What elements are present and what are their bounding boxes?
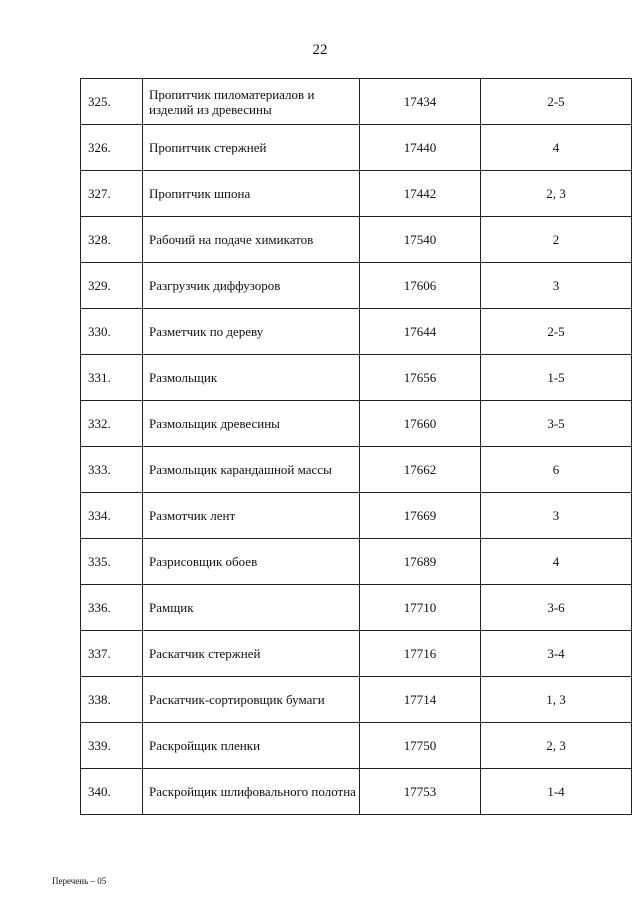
row-number: 335. <box>81 539 143 585</box>
row-number: 331. <box>81 355 143 401</box>
table-row <box>81 401 632 447</box>
profession-name: Размольщик древесины <box>143 401 360 447</box>
grade-range: 4 <box>481 125 632 171</box>
profession-code: 17689 <box>360 539 481 585</box>
profession-code: 17540 <box>360 217 481 263</box>
profession-code: 17656 <box>360 355 481 401</box>
profession-name: Раскройщик пленки <box>143 723 360 769</box>
table-row <box>81 585 632 631</box>
row-number: 325. <box>81 79 143 125</box>
table-row <box>81 723 632 769</box>
profession-code: 17660 <box>360 401 481 447</box>
row-number: 336. <box>81 585 143 631</box>
table-row <box>81 263 632 309</box>
profession-code: 17714 <box>360 677 481 723</box>
table-row <box>81 309 632 355</box>
table-row <box>81 631 632 677</box>
table-row <box>81 125 632 171</box>
profession-code: 17753 <box>360 769 481 815</box>
profession-name: Пропитчик пиломатериалов и изделий из древесины <box>143 79 360 125</box>
profession-name: Размольщик карандашной массы <box>143 447 360 493</box>
row-number: 333. <box>81 447 143 493</box>
table-row <box>81 355 632 401</box>
profession-name: Рабочий на подаче химикатов <box>143 217 360 263</box>
profession-code: 17710 <box>360 585 481 631</box>
row-number: 327. <box>81 171 143 217</box>
profession-name: Размольщик <box>143 355 360 401</box>
table-row <box>81 171 632 217</box>
profession-code: 17606 <box>360 263 481 309</box>
row-number: 337. <box>81 631 143 677</box>
row-number: 338. <box>81 677 143 723</box>
row-number: 328. <box>81 217 143 263</box>
profession-name: Раскройщик шлифовального полотна <box>143 769 360 815</box>
grade-range: 3-6 <box>481 585 632 631</box>
profession-name: Рамщик <box>143 585 360 631</box>
profession-code: 17644 <box>360 309 481 355</box>
row-number: 329. <box>81 263 143 309</box>
profession-code: 17750 <box>360 723 481 769</box>
profession-name: Размотчик лент <box>143 493 360 539</box>
profession-name: Пропитчик шпона <box>143 171 360 217</box>
row-number: 330. <box>81 309 143 355</box>
row-number: 339. <box>81 723 143 769</box>
profession-name: Разгрузчик диффузоров <box>143 263 360 309</box>
table-row <box>81 769 632 815</box>
grade-range: 2-5 <box>481 309 632 355</box>
grade-range: 3 <box>481 263 632 309</box>
profession-code: 17662 <box>360 447 481 493</box>
grade-range: 1-4 <box>481 769 632 815</box>
grade-range: 2, 3 <box>481 723 632 769</box>
profession-name: Разметчик по дереву <box>143 309 360 355</box>
row-number: 340. <box>81 769 143 815</box>
footer-label: Перечень – 05 <box>52 876 107 886</box>
row-number: 332. <box>81 401 143 447</box>
profession-code: 17716 <box>360 631 481 677</box>
profession-name: Разрисовщик обоев <box>143 539 360 585</box>
profession-code: 17440 <box>360 125 481 171</box>
grade-range: 3-4 <box>481 631 632 677</box>
grade-range: 4 <box>481 539 632 585</box>
row-number: 326. <box>81 125 143 171</box>
profession-code: 17669 <box>360 493 481 539</box>
grade-range: 3-5 <box>481 401 632 447</box>
table-row <box>81 217 632 263</box>
table-row <box>81 677 632 723</box>
professions-table <box>80 78 632 815</box>
profession-name: Раскатчик стержней <box>143 631 360 677</box>
grade-range: 6 <box>481 447 632 493</box>
profession-code: 17434 <box>360 79 481 125</box>
profession-name: Пропитчик стержней <box>143 125 360 171</box>
grade-range: 1-5 <box>481 355 632 401</box>
grade-range: 1, 3 <box>481 677 632 723</box>
grade-range: 3 <box>481 493 632 539</box>
table-row <box>81 539 632 585</box>
grade-range: 2-5 <box>481 79 632 125</box>
grade-range: 2 <box>481 217 632 263</box>
page-number: 22 <box>312 42 328 58</box>
table-row <box>81 447 632 493</box>
grade-range: 2, 3 <box>481 171 632 217</box>
table-row <box>81 79 632 125</box>
profession-code: 17442 <box>360 171 481 217</box>
row-number: 334. <box>81 493 143 539</box>
table-row <box>81 493 632 539</box>
profession-name: Раскатчик-сортировщик бумаги <box>143 677 360 723</box>
